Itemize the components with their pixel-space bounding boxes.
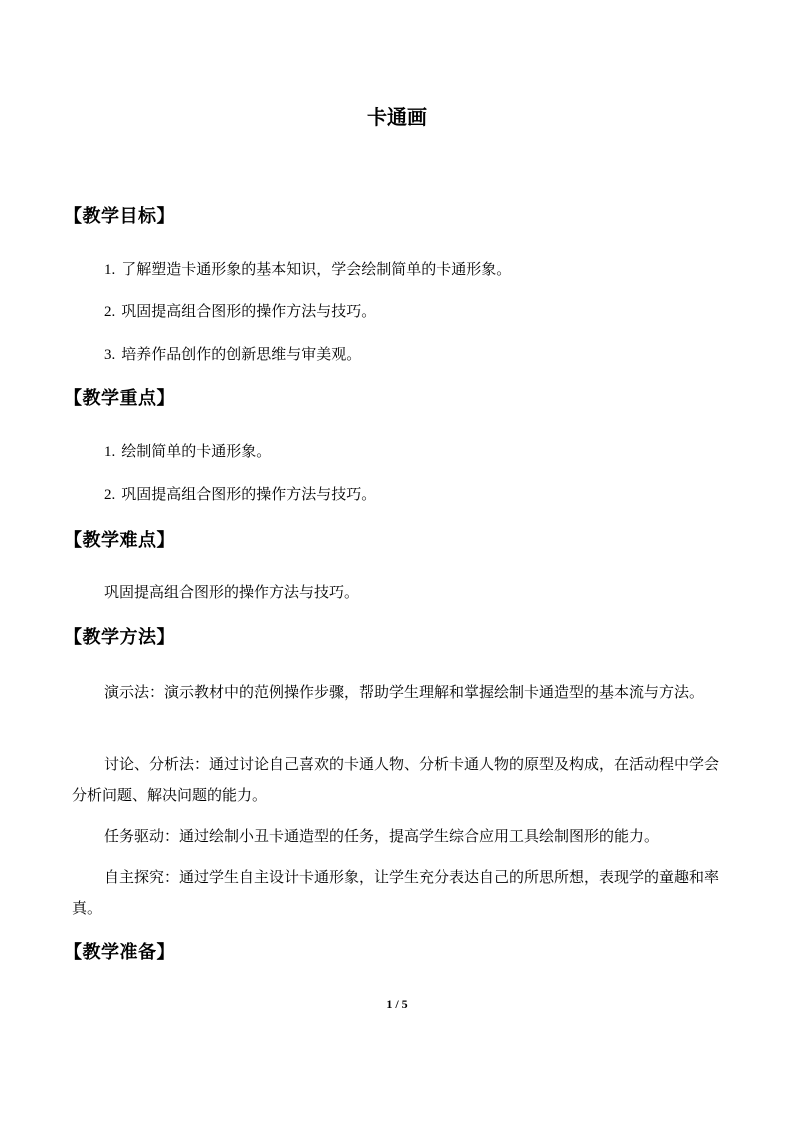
heading-key-points: 【教学重点】 xyxy=(64,388,175,409)
heading-teaching-methods: 【教学方法】 xyxy=(64,627,175,648)
method-paragraph-demonstration: 演示法：演示教材中的范例操作步骤，帮助学生理解和掌握绘制卡通造型的基本流与方法。 xyxy=(104,683,705,701)
item-number: 1. xyxy=(104,262,116,278)
heading-preparation: 【教学准备】 xyxy=(64,942,175,963)
method-paragraph-self-inquiry: 自主探究：通过学生自主设计卡通形象，让学生充分表达自己的所思所想，表现学的童趣和率真。 xyxy=(72,868,720,917)
method-paragraph-discussion: 讨论、分析法：通过讨论自己喜欢的卡通人物、分析卡通人物的原型及构成，在活动程中学会分析问题、解决问题的能力。 xyxy=(72,755,720,804)
item-text: 了解塑造卡通形象的基本知识，学会绘制简单的卡通形象。 xyxy=(121,260,512,278)
difficulty-text: 巩固提高组合图形的操作方法与技巧。 xyxy=(104,583,360,601)
item-number: 1. xyxy=(104,444,116,460)
item-text: 绘制简单的卡通形象。 xyxy=(121,442,272,460)
item-number: 3. xyxy=(104,347,116,363)
objective-item xyxy=(104,344,361,365)
key-point-item xyxy=(104,484,376,505)
item-number: 2. xyxy=(104,487,116,503)
page-number: 1 / 5 xyxy=(386,997,408,1011)
item-text: 培养作品创作的创新思维与审美观。 xyxy=(121,345,362,363)
method-paragraph-task-driven: 任务驱动：通过绘制小丑卡通造型的任务，提高学生综合应用工具绘制图形的能力。 xyxy=(104,827,660,845)
heading-difficulties: 【教学难点】 xyxy=(64,530,175,551)
key-point-item xyxy=(104,441,271,462)
heading-teaching-objectives: 【教学目标】 xyxy=(64,206,175,227)
item-text: 巩固提高组合图形的操作方法与技巧。 xyxy=(121,485,377,503)
objective-item xyxy=(104,259,511,280)
page-title: 卡通画 xyxy=(367,105,427,129)
objective-item xyxy=(104,301,376,322)
item-number: 2. xyxy=(104,304,116,320)
item-text: 巩固提高组合图形的操作方法与技巧。 xyxy=(121,302,377,320)
